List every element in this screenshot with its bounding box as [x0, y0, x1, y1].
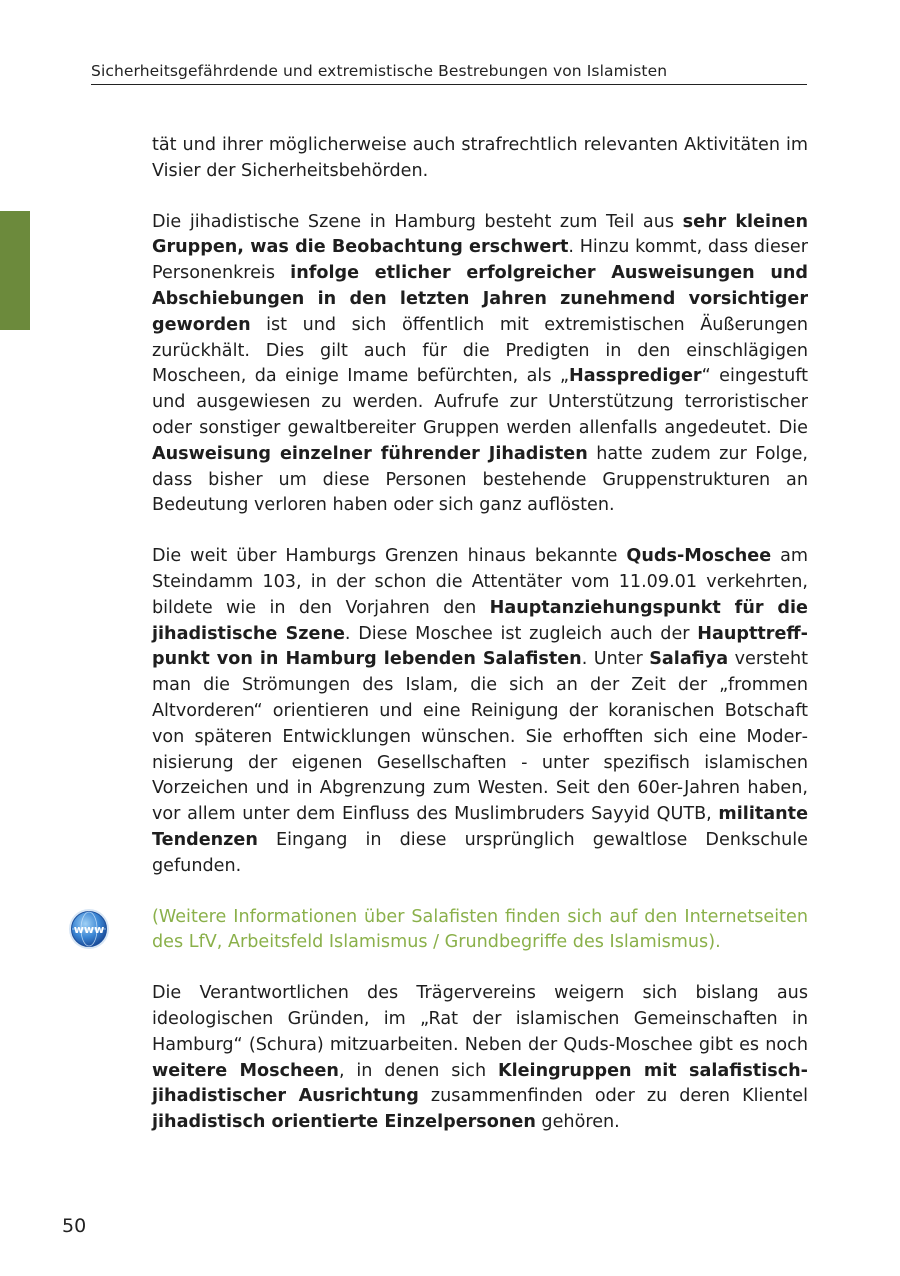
emphasis-text: jihadistisch orientierte Einzelpersonen	[152, 1112, 536, 1133]
paragraph-2	[152, 210, 808, 520]
text-run: Die Verantwortlichen des Trägervereins weigern sich bislang aus ideologischen Gründen, im „Rat der islamischen Gemeinschaften in Hamburg“ (Schura) mitzuarbeiten. Neben der Quds-Moschee gibt es noch	[152, 983, 808, 1055]
emphasis-text: Quds-Moschee	[626, 546, 772, 567]
text-run: “ eingestuft und ausgewiesen zu werden. Aufrufe zur Unterstützung terroristischer oder sonstiger gewaltbereiter Gruppen werden allenfalls angedeutet. Die	[152, 366, 808, 438]
text-run: . Diese Moschee ist zugleich auch der	[344, 623, 698, 644]
text-run: hatte zudem zur Folge, dass bisher um diese Personen bestehende Gruppenstrukturen an Bedeutung verloren haben oder sich ganz auflösten.	[152, 443, 808, 516]
emphasis-text: Ausweisung einzelner führender Jihadisten	[152, 443, 588, 464]
body-text-column	[152, 133, 808, 1161]
paragraph-3	[152, 544, 808, 879]
text-run: ist und sich öffentlich mit extremistischen Äußerungen zurückhält. Dies gilt auch für die Predigten in den einschlägigen Moscheen, da einige Imame befürchten, als „	[152, 314, 808, 387]
text-run: Eingang in diese ursprünglich gewaltlose Denkschule gefunden.	[152, 829, 808, 876]
paragraph-5	[152, 981, 808, 1136]
www-globe-icon[interactable]	[68, 908, 110, 950]
text-run: am Steindamm 103, in der schon die Attentäter vom 11.09.01 verkehrten, bildete wie in den Vorjahren den	[152, 546, 809, 618]
www-icon-label: www	[73, 923, 105, 936]
text-run: Die weit über Hamburgs Grenzen hinaus bekannte	[152, 546, 627, 567]
text-run: Die jihadistische Szene in Hamburg besteht zum Teil aus	[152, 211, 683, 232]
emphasis-text: Hauptanziehungspunkt für die jihadistische Szene	[152, 597, 808, 644]
paragraph-link-note[interactable]	[152, 905, 808, 957]
page-number: 50	[62, 1215, 87, 1237]
emphasis-text: Hassprediger	[569, 366, 702, 387]
text-run: . Unter	[581, 649, 650, 670]
emphasis-text: militante Tendenzen	[152, 804, 808, 850]
text-run: (Weitere Informationen über Salafisten finden sich auf den Internetseiten des LfV, Arbeitsfeld Islamismus / Grundbegriffe des Islamismus).	[152, 906, 808, 953]
emphasis-text: Salafiya	[649, 649, 729, 670]
emphasis-text: Haupttreffpunkt von in Hamburg lebenden Salafisten	[152, 623, 808, 670]
emphasis-text: sehr kleinen Gruppen, was die Beobachtung erschwert	[152, 211, 808, 258]
text-run: zusammenfinden oder zu deren Klientel	[418, 1086, 808, 1107]
chapter-side-tab	[0, 211, 30, 330]
paragraph-1	[152, 133, 808, 185]
text-run: tät und ihrer möglicherweise auch strafrechtlich relevanten Aktivitäten im Visier der Sicherheitsbehörden.	[152, 135, 808, 181]
text-run: gehören.	[535, 1112, 620, 1133]
text-run: . Hinzu kommt, dass dieser Personenkreis	[152, 237, 808, 284]
running-header-title: Sicherheitsgefährdende und extremistische Bestrebungen von Islamisten	[91, 62, 668, 80]
emphasis-text: Kleingruppen mit salafistisch-jihadistischer Ausrichtung	[152, 1060, 808, 1107]
emphasis-text: weitere Moscheen	[152, 1060, 339, 1081]
text-run: , in denen sich	[338, 1060, 498, 1081]
emphasis-text: infolge etlicher erfolgreicher Ausweisungen und Abschiebungen in den letzten Jahren zunehmend vorsichtiger geworden	[152, 263, 808, 335]
header-rule	[91, 84, 807, 85]
text-run: versteht man die Strömungen des Islam, die sich an der Zeit der „frommen Altvorderen“ orientieren und eine Reinigung der koranischen Botschaft von späteren Entwicklungen wünschen. Sie erhofften sich eine Modernisierung der eigenen Gesellschaften - unter spezifisch islamischen Vorzeichen und in Abgrenzung zum Westen. Seit den 60er-Jahren haben, vor allem unter dem Einfluss des Muslimbruders Sayyid QUTB,	[152, 649, 809, 825]
